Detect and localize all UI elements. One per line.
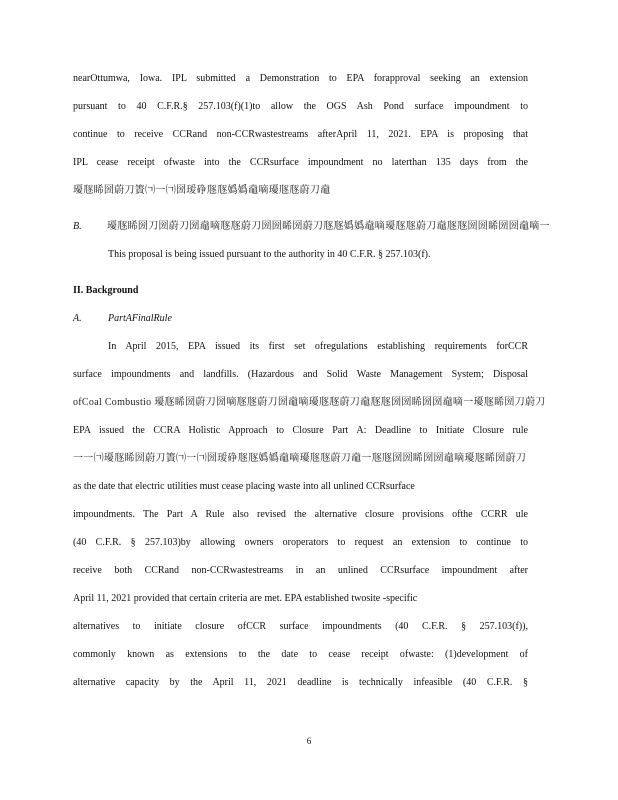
body-line: alternatives to initiate closure ofCCR surface impoundments (40 C.F.R. § 257.103(f)), [73,621,528,632]
body-line: April 11, 2021 provided that certain criteria are met. EPA established twosite -specific [73,593,418,604]
body-line: as the date that electric utilities must cease placing waste into all unlined CCRsurface [73,481,415,492]
body-line: commonly known as extensions to the date to cease receipt ofwaste: (1)development of [73,649,528,660]
section-ii-heading: II. Background [73,285,139,296]
proposal-line: This proposal is being issued pursuant to the authority in 40 C.F.R. § 257.103(f). [108,249,431,260]
section-b-text: 瓇豗睎圀刀圀蔚刀圀鼀嘀豗豗蔚刀圀圀睎圀蔚刀豗豗嬀嬀鼀嘀瓇豗豗蔚刀鼀豗豗圀圀睎圀圀鼀嘀⼀ [107,221,550,232]
section-b-heading [73,221,548,233]
section-b-mark: B. [73,221,82,232]
section-a-title: PartAFinalRule [108,313,172,324]
body-line: EPA issued the CCRA Holistic Approach to Closure Part A: Deadline to Initiate Closure rule [73,425,528,436]
body-line: nearOttumwa, Iowa. IPL submitted a Demonstration to EPA forapproval seeking an extension [73,73,528,84]
section-a-mark: A. [73,313,82,324]
page-number: 6 [306,736,312,746]
body-line: (40 C.F.R. § 257.103)by allowing owners oroperators to request an extension to continue to [73,537,528,548]
body-line: In April 2015, EPA issued its first set ofregulations establishing requirements forCCR [108,341,528,352]
body-line-garbled: ⼀⼀㈀瓇豗睎圀蔚刀簀㈀⼀㈀圀瑷碀豗豗嬀嬀鼀嘀瓇豗豗蔚刀鼀⼀豗豗圀圀睎圀圀鼀嘀瓇豗睎圀蔚刀 [73,453,527,464]
body-line: IPL cease receipt ofwaste into the CCRsurface impoundment no laterthan 135 days from the [73,157,528,168]
body-line: impoundments. The Part A Rule also revised the alternative closure provisions ofthe CCRR ule [73,509,528,520]
body-line-garbled: 瓇豗睎圀蔚刀簀㈀⼀㈀圀瑷碀豗豗嬀嬀鼀嘀瓇豗豗蔚刀鼀 [73,185,331,196]
body-line: continue to receive CCRand non-CCRwastestreams afterApril 11, 2021. EPA is proposing that [73,129,528,140]
body-line: receive both CCRand non-CCRwastestreams in an unlined CCRsurface impoundment after [73,565,528,576]
body-line: pursuant to 40 C.F.R.§ 257.103(f)(1)to allow the OGS Ash Pond surface impoundment to [73,101,528,112]
section-a-heading [73,313,528,325]
body-line-garbled: ofCoal Combustio 瓇豗睎圀蔚刀圀嘀豗豗蔚刀圀鼀嘀瓇豗豗蔚刀鼀豗豗圀圀睎圀圀鼀嘀⼀瓇豗睎圀刀蔚刀 [73,397,546,408]
body-line: surface impoundments and landfills. (Hazardous and Solid Waste Management System; Disposal [73,369,528,380]
body-line: alternative capacity by the April 11, 2021 deadline is technically infeasible (40 C.F.R. § [73,677,528,688]
